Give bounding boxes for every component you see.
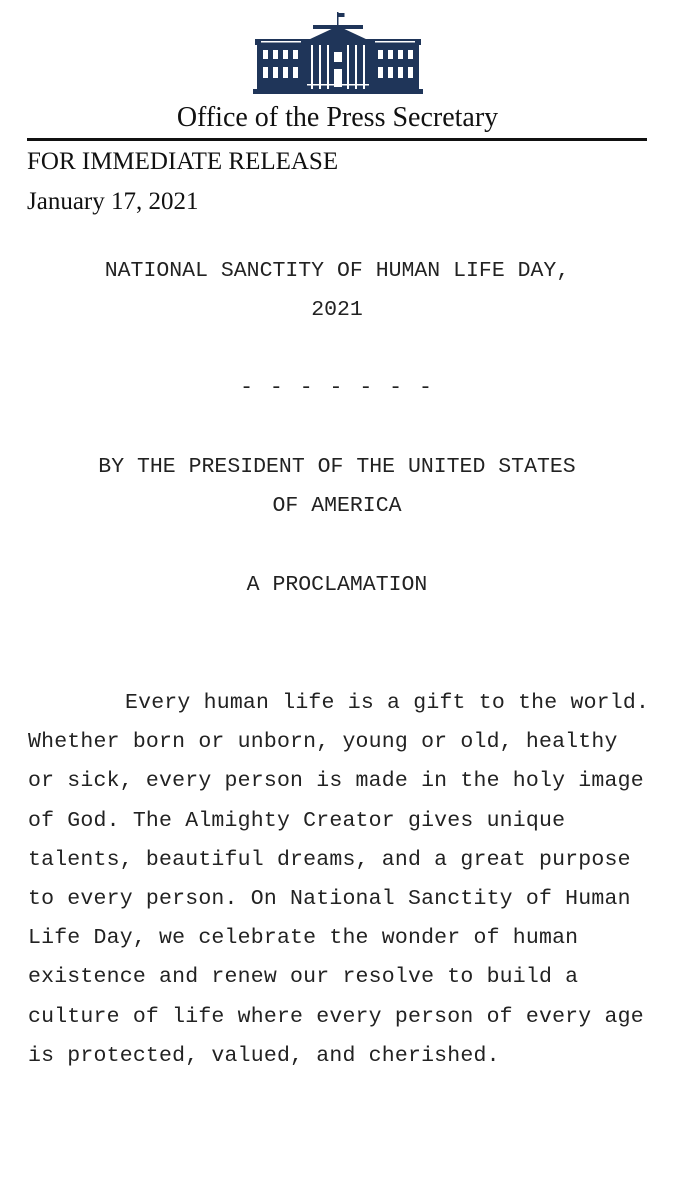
proclamation-heading: A PROCLAMATION — [246, 573, 428, 597]
header-divider — [27, 138, 647, 141]
proclamation-title — [22, 252, 652, 330]
release-date: January 17, 2021 — [27, 188, 199, 215]
office-title: Office of the Press Secretary — [176, 102, 499, 133]
proclamation-title-line2: 2021 — [311, 298, 363, 322]
body-paragraph: Every human life is a gift to the world. Whether born or unborn, young or old, healthy or sick, every person is made in the holy image of God. The Almighty Creator gives unique talents, beautiful dreams, and a great purpose to every person. On National Sanctity of Human Life Day, we celebrate the wonder of human existence and renew our resolve to build a culture of life where every person of every age is protected, valued, and cherished. — [28, 691, 650, 1068]
proclamation-body — [28, 684, 653, 1076]
release-label: FOR IMMEDIATE RELEASE — [27, 148, 339, 175]
proclamation-title-line1: NATIONAL SANCTITY OF HUMAN LIFE DAY, — [104, 259, 570, 283]
by-the-president — [22, 448, 652, 526]
by-line-2: OF AMERICA — [272, 494, 402, 518]
separator: - - - - - - - — [240, 376, 434, 400]
white-house-logo-icon — [253, 12, 423, 94]
by-line-1: BY THE PRESIDENT OF THE UNITED STATES — [98, 455, 576, 479]
